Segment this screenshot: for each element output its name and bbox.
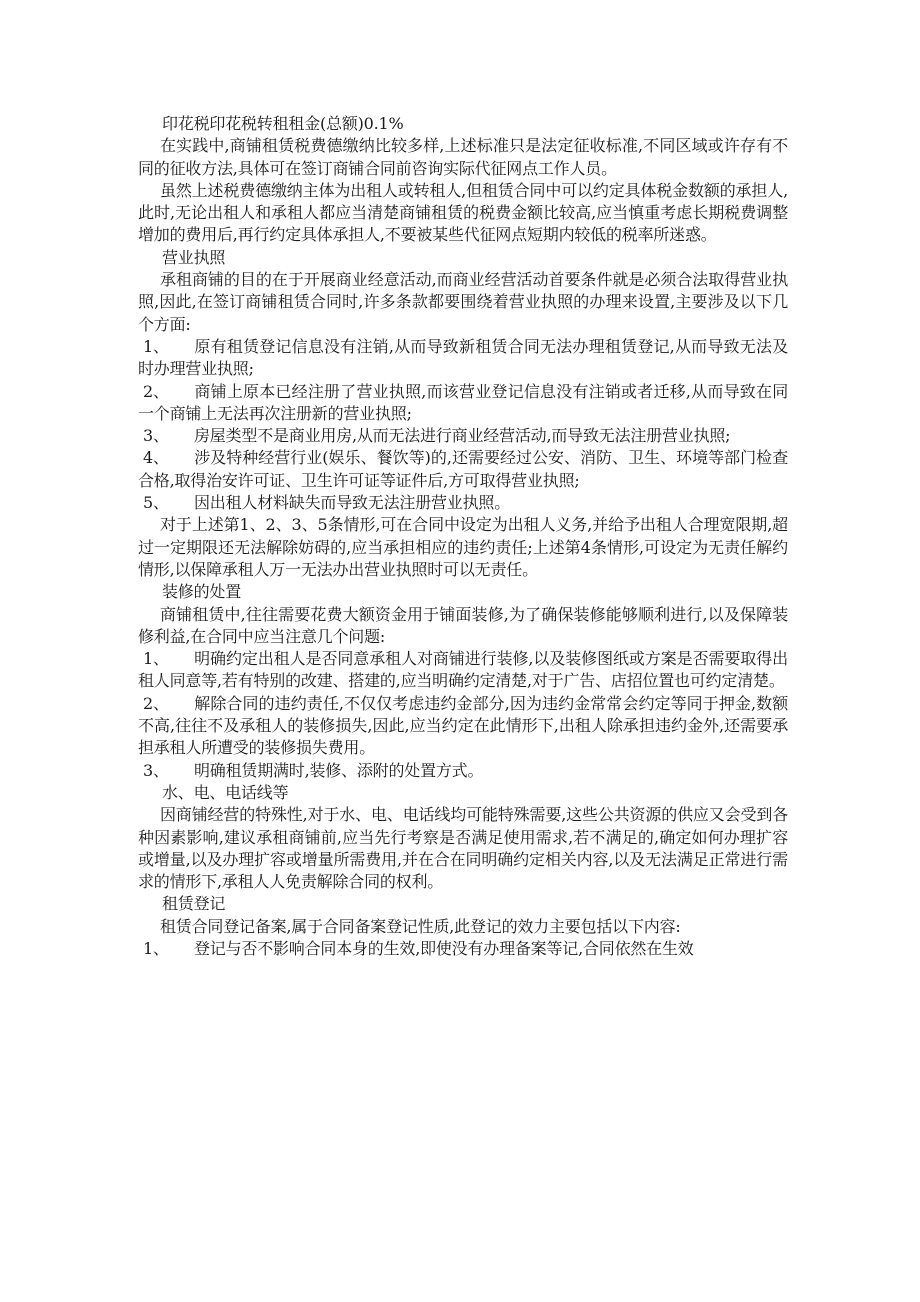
item-number: 4、 [143, 448, 169, 468]
section-heading: 印花税印花税转租租金(总额)0.1% [162, 114, 404, 133]
item-text: 原有租赁登记信息没有注销,从而导致新租赁合同无法办理租赁登记,从而导致无法及时办理营业执照; [138, 336, 788, 379]
paragraph: 租赁合同登记备案,属于合同备案登记性质,此登记的效力主要包括以下内容: [160, 916, 681, 936]
item-text: 房屋类型不是商业用房,从而无法进行商业经营活动,而导致无法注册营业执照; [194, 426, 731, 446]
item-text: 因出租人材料缺失而导致无法注册营业执照。 [194, 493, 511, 513]
item-text: 登记与否不影响合同本身的生效,即使没有办理备案等记,合同依然在生效 [194, 938, 694, 958]
item-text: 商铺上原本已经注册了营业执照,而该营业登记信息没有注销或者迁移,从而导致在同一个商铺上无法再次注册新的营业执照; [138, 381, 788, 423]
numbered-item [138, 492, 788, 514]
item-number: 2、 [143, 693, 169, 713]
numbered-item [138, 648, 788, 693]
numbered-item [138, 447, 788, 492]
item-text: 明确租赁期满时,装修、添附的处置方式。 [194, 760, 484, 780]
item-number: 2、 [143, 381, 169, 401]
item-number: 1、 [143, 938, 169, 958]
numbered-item [138, 693, 788, 760]
item-text: 明确约定出租人是否同意承租人对商铺进行装修,以及装修图纸或方案是否需要取得出租人同意等,若有特别的改建、搭建的,应当明确约定清楚,对于广告、店招位置也可约定清楚。 [138, 649, 788, 691]
paragraph: 商铺租赁中,往往需要花费大额资金用于铺面装修,为了确保装修能够顺利进行,以及保障装修利益,在合同中应当注意几个问题: [138, 604, 788, 646]
numbered-item [138, 425, 788, 447]
item-number: 3、 [143, 426, 169, 446]
numbered-item [138, 336, 788, 381]
item-text: 涉及特种经营行业(娱乐、餐饮等)的,还需要经过公安、消防、卫生、环境等部门检查合格,取得治安许可证、卫生许可证等证件后,方可取得营业执照; [138, 448, 788, 490]
document-body [138, 113, 788, 960]
paragraph: 承租商铺的目的在于开展商业经意活动,而商业经营活动首要条件就是必须合法取得营业执照,因此,在签订商铺租赁合同时,许多条款都要围绕着营业执照的办理来设置,主要涉及以下几个方面: [138, 270, 788, 334]
section-heading: 装修的处置 [162, 582, 242, 602]
section-heading: 营业执照 [162, 247, 226, 267]
paragraph: 对于上述第1、2、3、5条情形,可在合同中设定为出租人义务,并给予出租人合理宽限期,超过一定期限还无法解除妨碍的,应当承担相应的违约责任;上述第4条情形,可设定为无责任解约情形,以保障承租人万一无法办出营业执照时可以无责任。 [138, 515, 788, 579]
paragraph: 因商铺经营的特殊性,对于水、电、电话线均可能特殊需要,这些公共资源的供应又会受到各种因素影响,建议承租商铺前,应当先行考察是否满足使用需求,若不满足的,确定如何办理扩容或增量,以及办理扩容或增量所需费用,并在合在同明确约定相关内容,以及无法满足正常进行需求的情形下,承租人人免责解除合同的权利。 [138, 805, 788, 892]
item-number: 1、 [143, 649, 169, 669]
section-heading: 租赁登记 [162, 894, 226, 914]
numbered-item [138, 760, 788, 782]
numbered-item [138, 938, 788, 960]
paragraph: 虽然上述税费德缴纳主体为出租人或转租人,但租赁合同中可以约定具体税金数额的承担人,此时,无论出租人和承租人都应当清楚商铺租赁的税费金额比较高,应当慎重考虑长期税费调整增加的费用后,再行约定具体承担人,不要被某些代征网点短期内较低的税率所迷惑。 [138, 180, 788, 245]
section-heading: 水、电、电话线等 [162, 782, 289, 802]
numbered-item [138, 381, 788, 426]
item-number: 5、 [143, 493, 169, 513]
item-number: 1、 [143, 336, 169, 356]
item-number: 3、 [143, 760, 169, 780]
item-text: 解除合同的违约责任,不仅仅考虑违约金部分,因为违约金常常会约定等同于押金,数额不高,往往不及承租人的装修损失,因此,应当约定在此情形下,出租人除承担违约金外,还需要承担承租人所遭受的装修损失费用。 [138, 693, 788, 758]
paragraph: 在实践中,商铺租赁税费德缴纳比较多样,上述标准只是法定征收标准,不同区域或许存有不同的征收方法,具体可在签订商铺合同前咨询实际代征网点工作人员。 [138, 136, 788, 178]
